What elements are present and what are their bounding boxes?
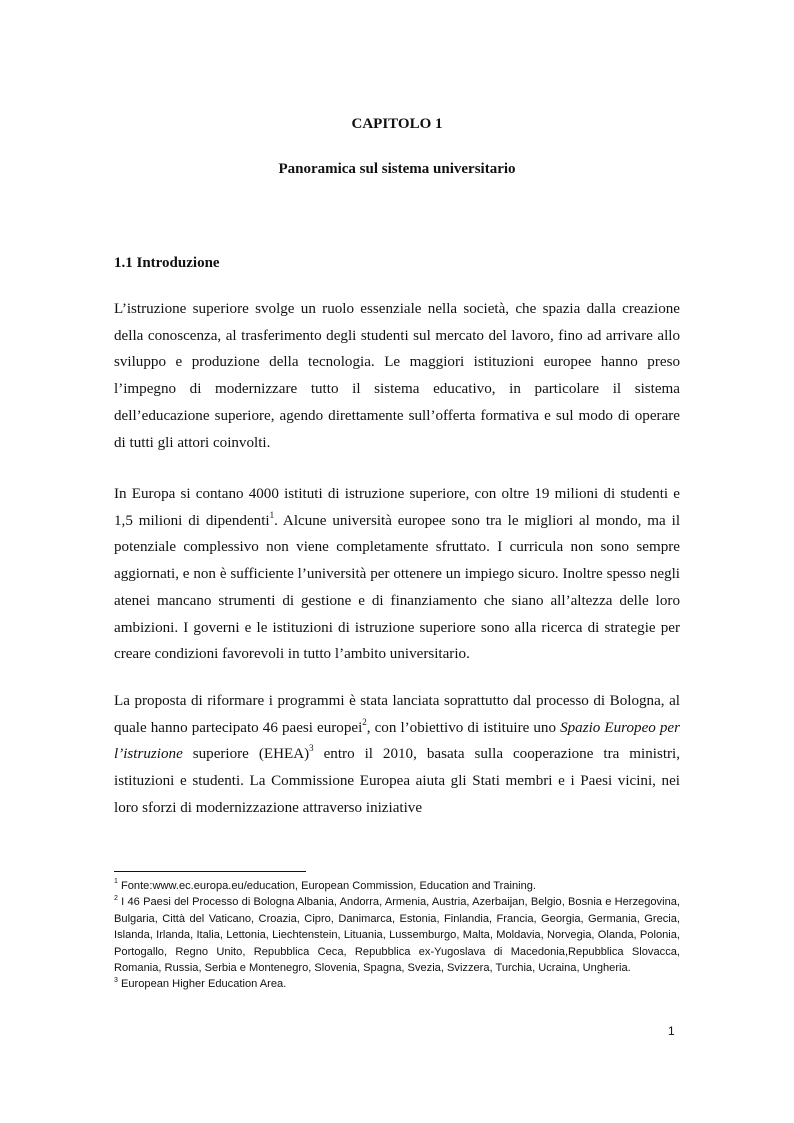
chapter-subtitle: Panoramica sul sistema universitario [278, 161, 516, 177]
footnote-divider [114, 871, 306, 872]
paragraph-1 [114, 296, 680, 456]
paragraph-3-text-d: entro il 2010, basata sulla cooperazione tra ministri, istituzioni e studenti. La Commissione Europea aiuta gli Stati membri e i Paesi vicini, nei loro sforzi di modernizzazione attraverso iniziative [114, 746, 681, 816]
footnote-ref-3: 3 [309, 743, 314, 754]
footnote-3-text: European Higher Education Area. [117, 978, 287, 991]
paragraph-2-text-b: . Alcune università europee sono tra le migliori al mondo, ma il potenziale complessivo non viene completamente sfruttato. I curricula non sono sempre aggiornati, e non è sufficiente l’università per ottenere un impiego sicuro. Inoltre spesso negli atenei mancano strumenti di gestione e di finanziamento che siano all’altezza delle loro ambizioni. I governi e le istituzioni di istruzione superiore sono alla ricerca di strategie per creare condizioni favorevoli in tutto l’ambito universitario. [114, 512, 681, 663]
paragraph-3-italic: Spazio Europeo per l’istruzione [114, 719, 680, 763]
footnote-3 [114, 976, 680, 992]
paragraph-3 [114, 688, 680, 822]
footnotes [114, 878, 680, 993]
paragraph-3-text-b: , con l’obiettivo di istituire uno [366, 719, 561, 736]
paragraph-3-text-c: superiore (EHEA) [182, 746, 310, 763]
chapter-title: CAPITOLO 1 [351, 116, 443, 132]
paragraph-2-text-a: In Europa si contano 4000 istituti di istruzione superiore, con oltre 19 milioni di studenti e 1,5 milioni di dipendenti [114, 486, 680, 529]
footnote-1 [114, 878, 680, 894]
footnote-2 [114, 894, 680, 976]
footnote-1-number: 1 [114, 878, 118, 886]
page-number: 1 [668, 1024, 675, 1038]
footnote-1-text: Fonte:www.ec.europa.eu/education, European Commission, Education and Training. [117, 880, 537, 892]
footnote-2-number: 2 [114, 894, 118, 902]
paragraph-1-text: L’istruzione superiore svolge un ruolo essenziale nella società, che spazia dalla creazione della conoscenza, al trasferimento degli studenti sul mercato del lavoro, fino ad arrivare allo sviluppo e produzione della tecnologia. Le maggiori istituzioni europee hanno preso l’impegno di modernizzare tutto il sistema educativo, in particolare il sistema dell’educazione superiore, agendo direttamente sull’offerta formativa e sul modo di operare di tutti gli attori coinvolti. [114, 301, 680, 451]
paragraph-3-text-a: La proposta di riformare i programmi è stata lanciata soprattutto dal processo di Bologna, al quale hanno partecipato 46 paesi europei [114, 693, 680, 736]
paragraph-2 [114, 481, 680, 668]
footnote-3-number: 3 [114, 976, 118, 984]
footnote-ref-2: 2 [362, 716, 367, 727]
section-heading: 1.1 Introduzione [114, 255, 220, 271]
footnote-2-text: I 46 Paesi del Processo di Bologna Albania, Andorra, Armenia, Austria, Azerbaijan, Belgio, Bosnia e Herzegovina, Bulgaria, Città del Vaticano, Croazia, Cipro, Danimarca, Estonia, Finlandia, Francia, Georgia, Germania, Grecia, Islanda, Irlanda, Italia, Lettonia, Liechtenstein, Lituania, Lussemburgo, Malta, Moldavia, Norvegia, Olanda, Polonia, Portogallo, Regno Unito, Repubblica Ceca, Repubblica ex-Yugoslava di Macedonia,Repubblica Slovacca, Romania, Russia, Serbia e Montenegro, Slovenia, Spagna, Svezia, Svizzera, Turchia, Ucraina, Ungheria. [114, 896, 680, 975]
footnote-ref-1: 1 [269, 509, 275, 520]
